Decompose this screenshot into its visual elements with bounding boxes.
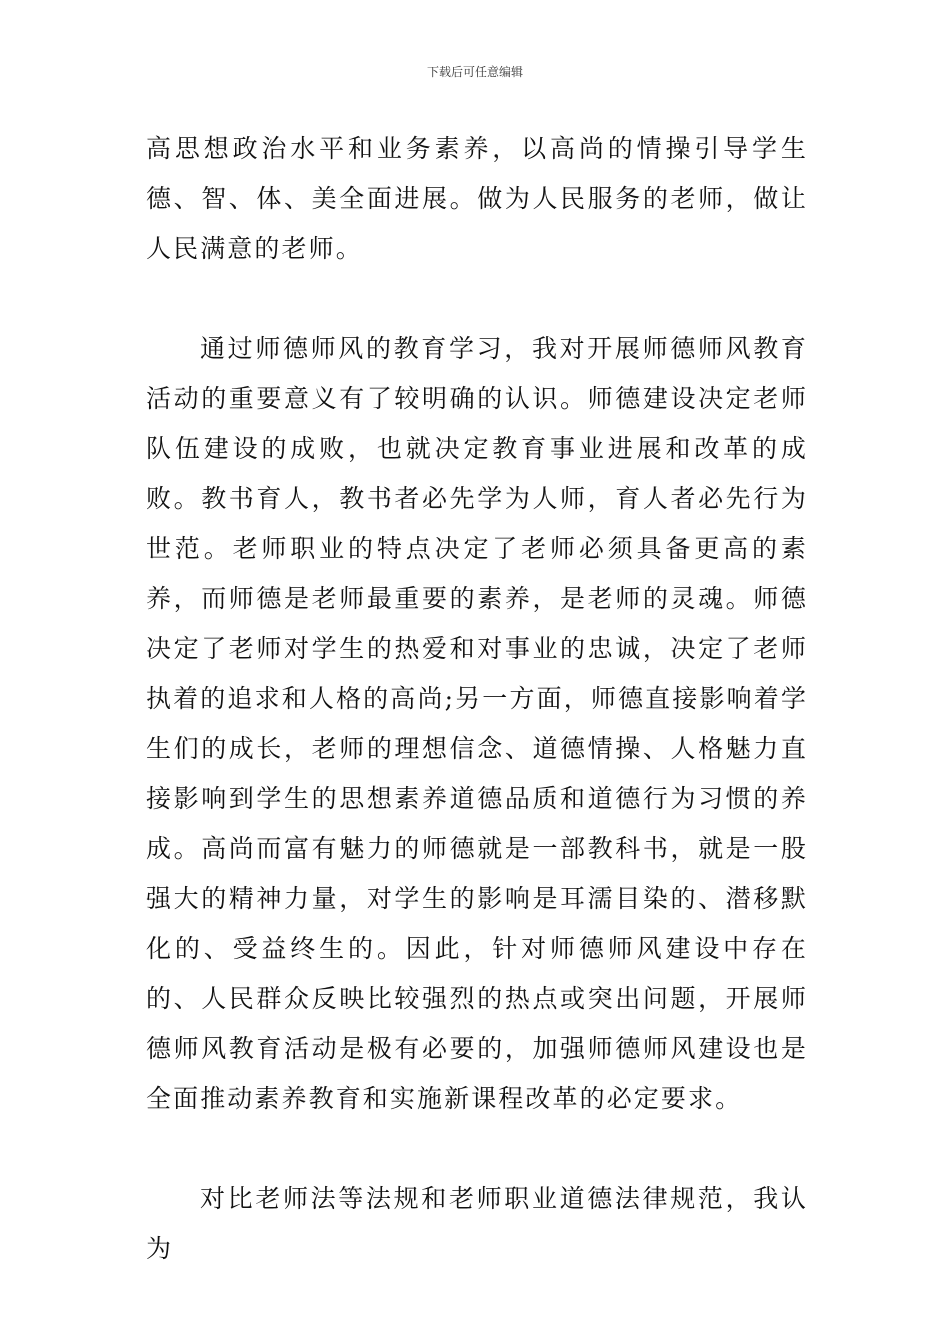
paragraph-continuation: 高思想政治水平和业务素养，以高尚的情操引导学生德、智、体、美全面进展。做为人民服务的老师，做让人民满意的老师。: [146, 134, 808, 263]
paragraph-law-comparison: 对比老师法等法规和老师职业道德法律规范，我认为: [146, 1184, 808, 1263]
paragraph-spacer: [146, 1124, 808, 1174]
paragraph-spacer: [146, 274, 808, 324]
document-body: [146, 124, 808, 1274]
page-header-note: 下载后可任意编辑: [426, 65, 523, 79]
paragraph-teacher-ethics: 通过师德师风的教育学习，我对开展师德师风教育活动的重要意义有了较明确的认识。师德建设决定老师队伍建设的成败，也就决定教育事业进展和改革的成败。教书育人，教书者必先学为人师，育人者必先行为世范。老师职业的特点决定了老师必须具备更高的素养，而师德是老师最重要的素养，是老师的灵魂。师德决定了老师对学生的热爱和对事业的忠诚，决定了老师执着的追求和人格的高尚;另一方面，师德直接影响着学生们的成长，老师的理想信念、道德情操、人格魅力直接影响到学生的思想素养道德品质和道德行为习惯的养成。高尚而富有魅力的师德就是一部教科书，就是一股强大的精神力量，对学生的影响是耳濡目染的、潜移默化的、受益终生的。因此，针对师德师风建设中存在的、人民群众反映比较强烈的热点或突出问题，开展师德师风教育活动是极有必要的，加强师德师风建设也是全面推动素养教育和实施新课程改革的必定要求。: [146, 334, 808, 1113]
